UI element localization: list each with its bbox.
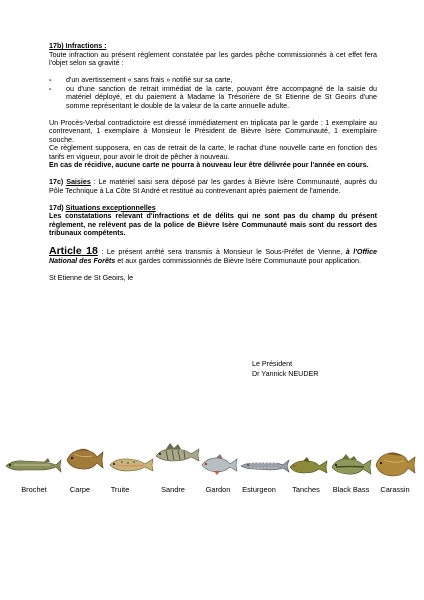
place-date-line: St Etienne de St Geoirs, le <box>49 273 134 282</box>
fish-label-black-bass: Black Bass <box>332 485 370 494</box>
pike-fish-icon <box>4 455 62 477</box>
fish-label-carassin: Carassin <box>380 485 410 494</box>
roach-fish-icon <box>200 454 238 476</box>
fish-label-gardon: Gardon <box>205 485 231 494</box>
fish-label-sandre: Sandre <box>161 485 185 494</box>
section-17b-intro: Toute infraction au présent règlement constatée par les gardes pêche commissionnés à cet effet fera l'objet selon sa gravité : <box>49 50 377 67</box>
article-18: Article 18 : Le présent arrêté sera transmis à Monsieur le Sous-Préfet de Vienne, à l'Office National des Forêts et aux gardes commissionnés de Bièvre Isère Communauté pour application. <box>49 245 378 265</box>
card-withdrawal-paragraph: Ce règlement supposera, en cas de retrait de la carte, le rachat d'une nouvelle carte en fonction des tarifs en vigueur, pour avoir le droit de pêcher à nouveau. <box>49 144 377 161</box>
tench-fish-icon <box>288 456 328 478</box>
fish-label-brochet: Brochet <box>21 485 47 494</box>
fish-label-tanches: Tanches <box>292 485 320 494</box>
trout-fish-icon <box>108 454 154 476</box>
fish-label-carpe: Carpe <box>69 485 91 494</box>
section-17c: 17c) Saisies : Le matériel saisi sera déposé par les gardes à Bièvre Isère Communauté, auprès du Pôle Technique à La Côte St André et restitué au contrevenant après paiement de l'amende. <box>49 178 378 195</box>
section-17b-heading: 17b) Infractions : <box>49 42 107 50</box>
sanction-list <box>49 76 377 110</box>
list-item: - ou d'une sanction de retrait immédiat de la carte, pouvant être accompagné de la saisie du matériel déployé, et du paiement à Madame la Trésorière de St Etienne de St Geoirs d'une somme représentant le double de la valeur de la carte annuelle adulte. <box>49 84 377 110</box>
list-item: - d'un avertissement « sans frais » notifié sur sa carte, <box>49 76 233 84</box>
fish-label-truite: Truite <box>110 485 130 494</box>
regulation-text <box>49 42 377 282</box>
sturgeon-fish-icon <box>240 456 290 476</box>
zander-fish-icon <box>154 442 200 466</box>
black-bass-fish-icon <box>330 454 372 478</box>
section-17d-heading: 17d) Situations exceptionnelles <box>49 203 156 212</box>
signature-block <box>252 359 318 379</box>
recidive-paragraph: En cas de récidive, aucune carte ne pourra à nouveau leur être délivrée pour l'année en cours. <box>49 161 369 169</box>
signatory-role: Le Président <box>252 360 293 368</box>
signatory-name: Dr Yannick NEUDER <box>252 370 319 378</box>
crucian-carp-fish-icon <box>374 450 416 478</box>
proces-verbal-paragraph: Un Procès-Verbal contradictoire est dressé immédiatement en triplicata par le garde : 1 exemplaire au contrevenant, 1 exemplaire à Monsieur le Président de Bièvre Isère Communauté, 1 exemplaire souche. <box>49 118 377 144</box>
carp-fish-icon <box>64 446 104 474</box>
section-17d-text: Les constatations relevant d'infractions et de délits qui ne sont pas du champ du présent règlement, ne relèvent pas de la police de Bièvre Isère Communauté mais sont du ressort des tribunaux compétents. <box>49 212 377 237</box>
fish-label-esturgeon: Esturgeon <box>242 485 276 494</box>
